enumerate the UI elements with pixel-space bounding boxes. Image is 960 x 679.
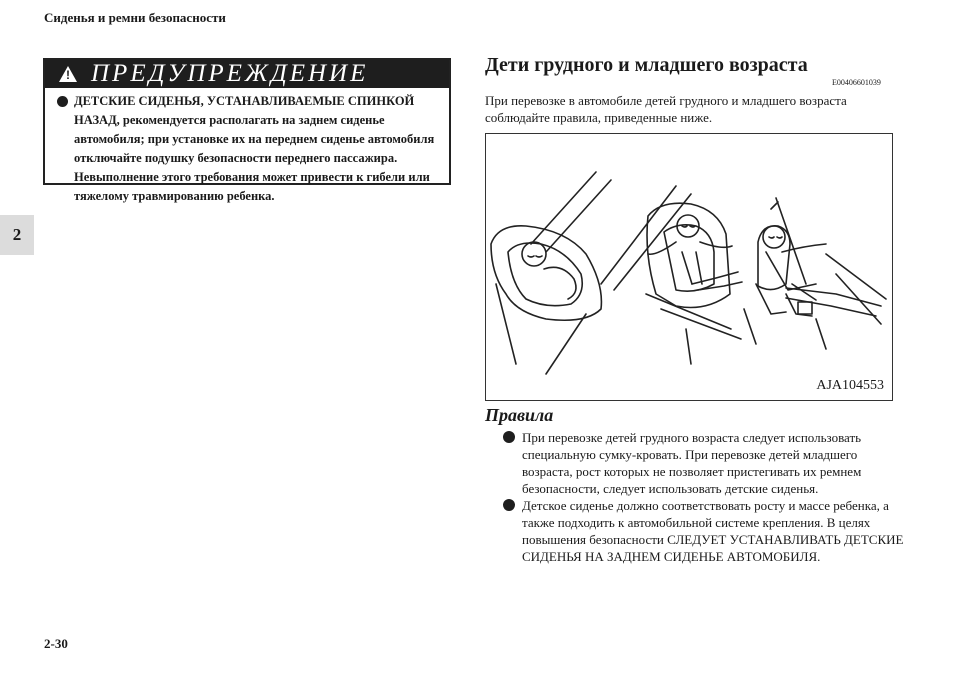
warning-header xyxy=(45,60,449,88)
bullet-icon xyxy=(503,431,515,443)
bullet-icon xyxy=(57,96,68,107)
warning-title: ПРЕДУПРЕЖДЕНИЕ xyxy=(91,60,369,87)
list-item xyxy=(503,429,908,497)
running-title: Сиденья и ремни безопасности xyxy=(44,10,226,25)
warning-box xyxy=(43,58,451,203)
list-item xyxy=(503,497,908,565)
section-title: Дети грудного и младшего возраста xyxy=(485,54,808,76)
child-seats-drawing xyxy=(486,134,892,400)
rules-list xyxy=(503,429,908,565)
rule-text: Детское сиденье должно соответствовать росту и массе ребенка, а также подходить к автомобильной системе крепления. В целях повышения безопасности СЛЕДУЕТ УСТАНАВЛИВАТЬ ДЕТСКИЕ СИДЕНЬЯ НА ЗАДНЕМ СИДЕНЬЕ АВТОМОБИЛЯ. xyxy=(522,498,904,564)
child-seats-illustration xyxy=(485,133,893,401)
chapter-tab: 2 xyxy=(0,215,34,255)
warning-triangle-icon xyxy=(59,66,77,82)
rule-text: При перевозке детей грудного возраста следует использовать специальную сумку-кровать. При перевозке детей младшего возраста, рост которых не позволяет пристегивать их ремнем безопасности, следует использовать детские сиденья. xyxy=(522,430,862,496)
warning-item xyxy=(45,88,449,206)
page-number: 2-30 xyxy=(44,636,68,651)
rules-title: Правила xyxy=(485,405,554,425)
bullet-icon xyxy=(503,499,515,511)
section-code: E00406601039 xyxy=(832,78,881,87)
warning-text: ДЕТСКИЕ СИДЕНЬЯ, УСТАНАВЛИВАЕМЫЕ СПИНКОЙ НАЗАД, рекомендуется располагать на заднем сиденье автомобиля; при установке их на переднем сиденье автомобиля отключайте подушку безопасности переднего пассажира. Невыполнение этого требования может привести к гибели или тяжелому травмированию ребенка. xyxy=(74,94,435,203)
figure-code: AJA104553 xyxy=(816,378,884,393)
section-intro: При перевозке в автомобиле детей грудного и младшего возраста соблюдайте правила, приведенные ниже. xyxy=(485,93,847,125)
